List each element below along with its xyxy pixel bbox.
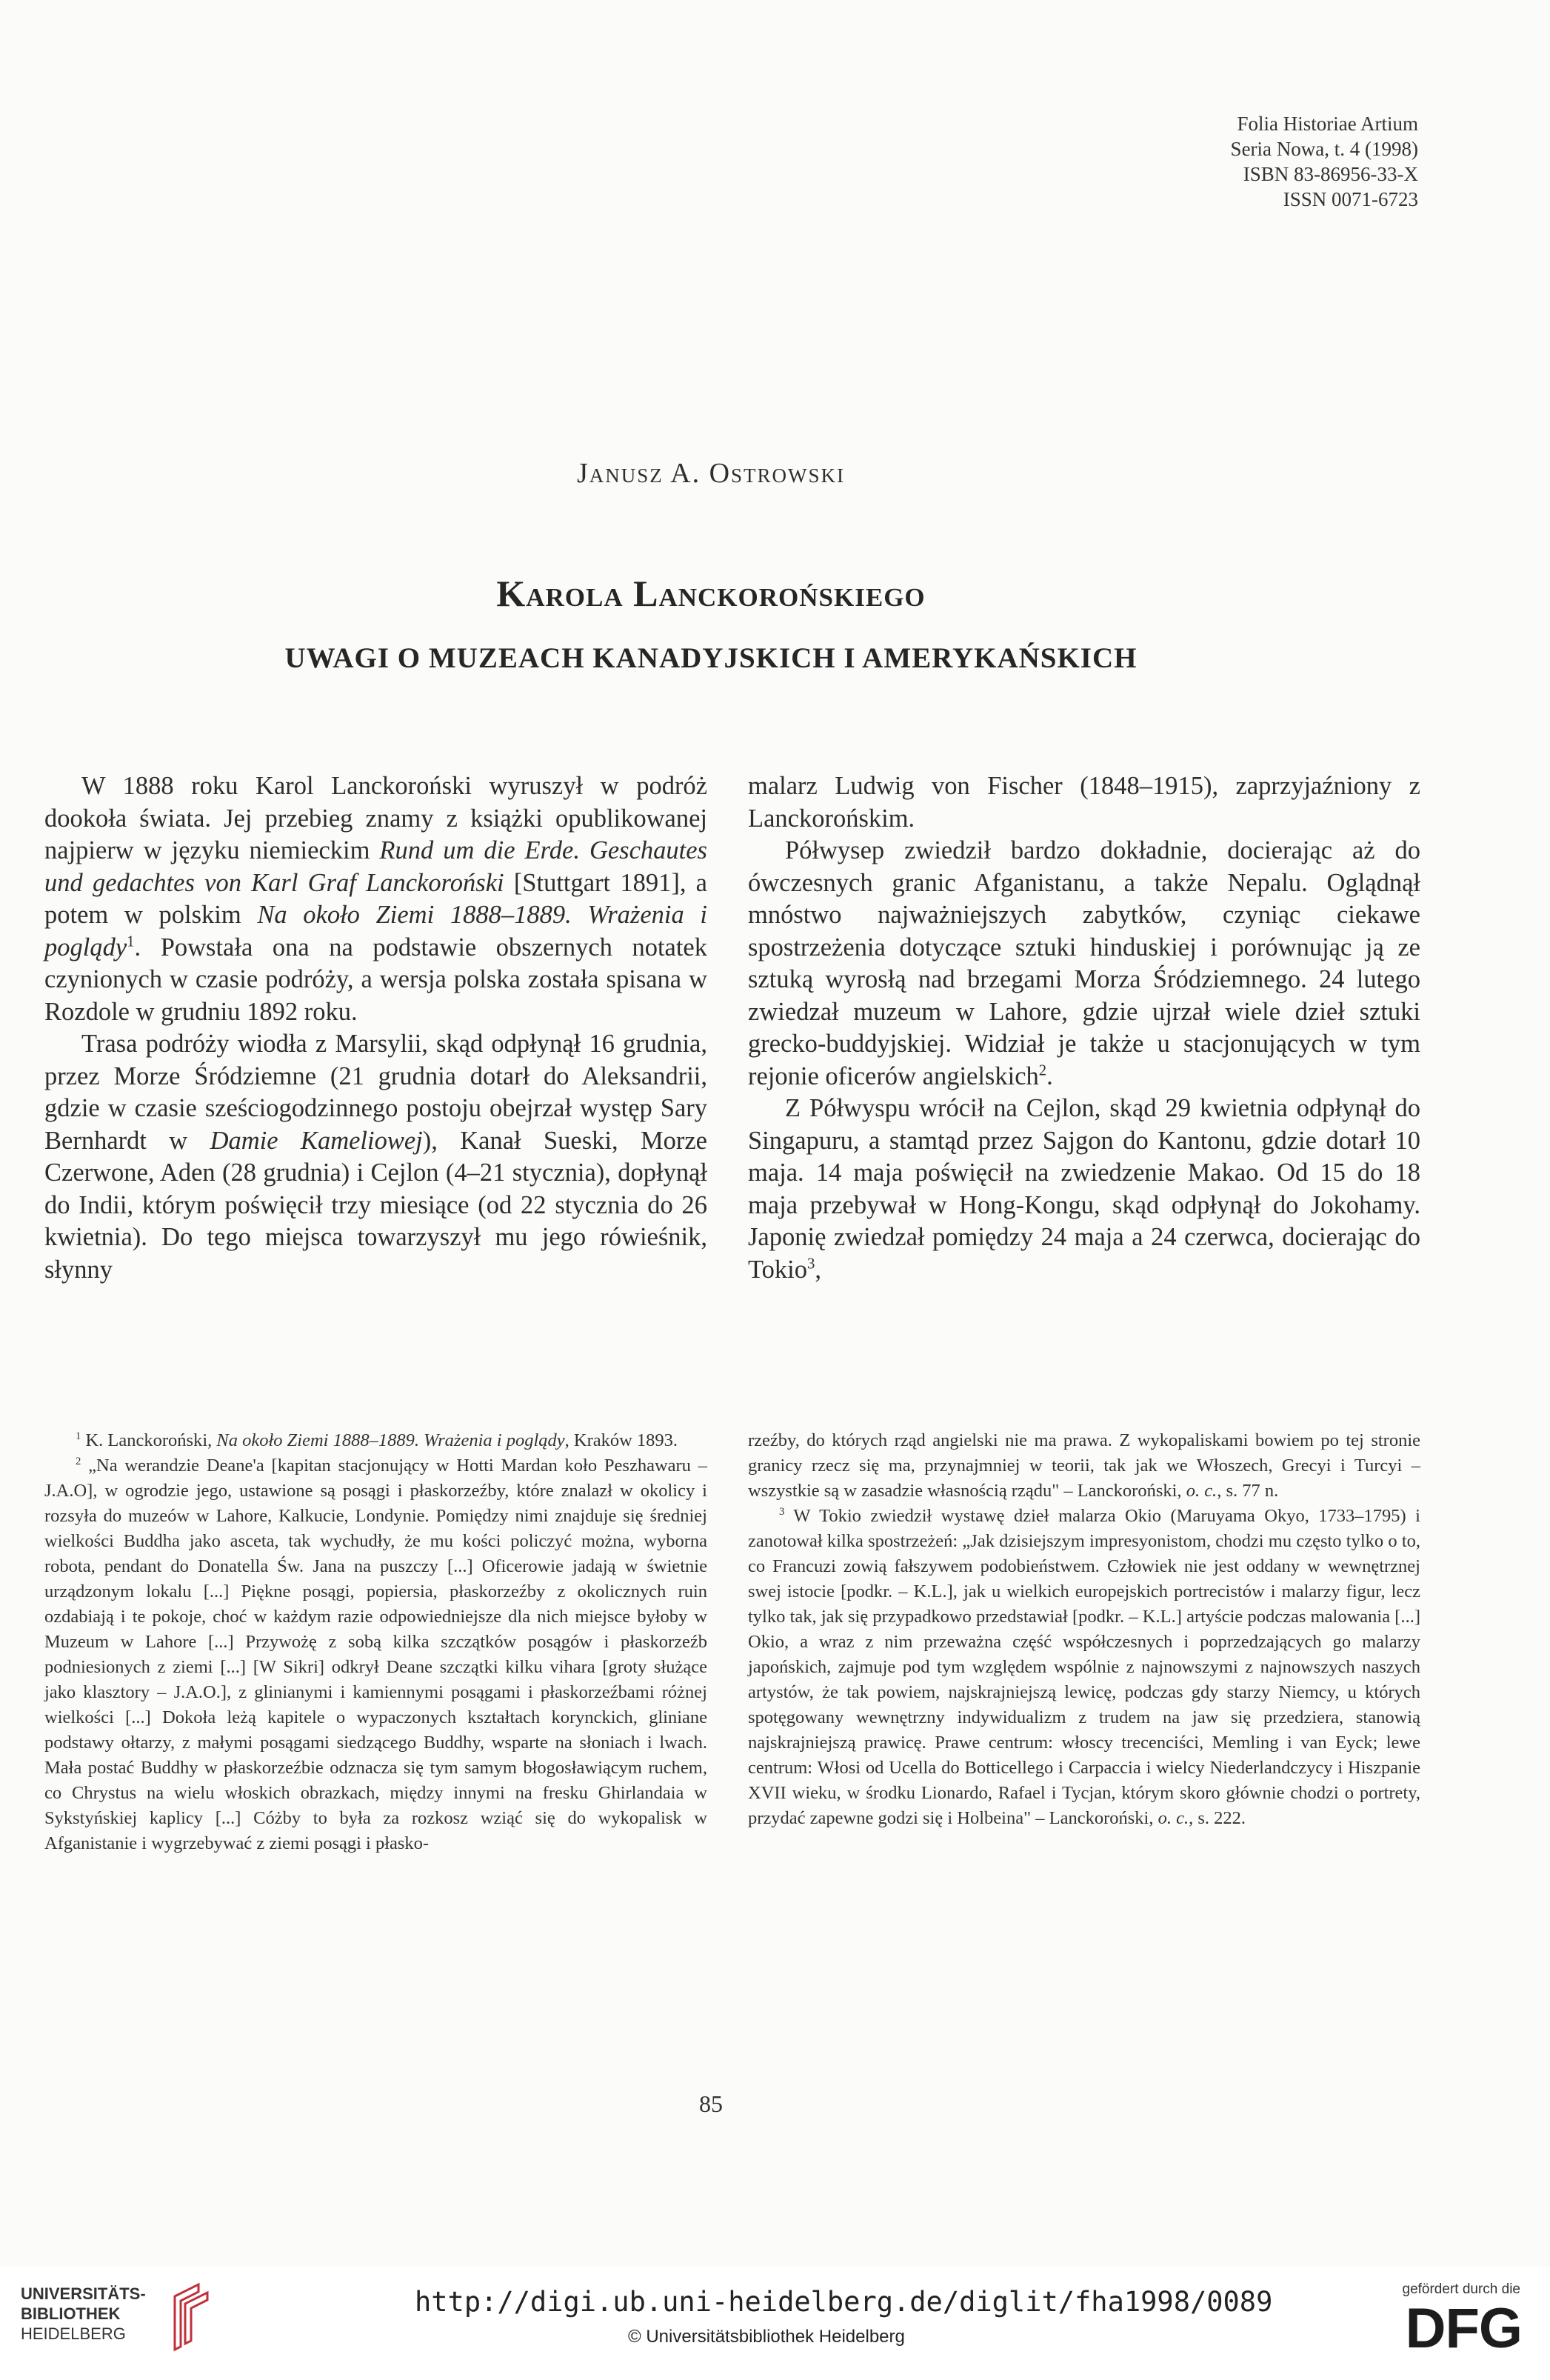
- footnote-ref: 1: [127, 933, 135, 950]
- paragraph: Z Półwyspu wrócił na Cejlon, skąd 29 kwietnia odpłynął do Singapuru, a stamtąd przez Sajgon do Kantonu, gdzie dotarł 10 maja. 14 maja poświęcił na zwiedzenie Makao. Od 15 do 18 maja przebywał w Hong-Kongu, skąd odpłynął do Jokohamy. Japonię zwiedzał pomiędzy 24 maja a 24 czerwca, docierając do Tokio$^3$,: [748, 1094, 1420, 1284]
- paragraph: Półwysep zwiedził bardzo dokładnie, docierając aż do ówczesnych granic Afganistanu, a także Nepalu. Oglądnął mnóstwo najważniejszych zabytków, czyniąc ciekawe spostrzeżenia dotyczące sztuki hinduskiej i porównując ją ze sztuką wyrosłą nad brzegami Morza Śródziemnego. 24 lutego zwiedzał muzeum w Lahore, gdzie ujrzał wiele dzieł sztuki grecko-buddyjskiej. Widział je także u stacjonujących w tym rejonie oficerów angielskich$^2$.: [748, 836, 1420, 1090]
- funding-note: gefördert durch die: [1402, 2281, 1520, 2297]
- article-subtitle: UWAGI O MUZEACH KANADYJSKICH I AMERYKAŃSKICH: [284, 642, 1138, 674]
- article-title: Karola Lanckorońskiego: [496, 573, 926, 614]
- library-mark-icon: [169, 2281, 213, 2352]
- digitization-footer: [0, 2267, 1550, 2380]
- source-url[interactable]: http://digi.ub.uni-heidelberg.de/diglit/fha1998/0089: [415, 2286, 1273, 2318]
- paragraph: malarz Ludwig von Fischer (1848–1915), zaprzyjaźniony z Lanckorońskim.: [748, 772, 1420, 833]
- paragraph: W 1888 roku Karol Lanckoroński wyruszył w podróż dookoła świata. Jej przebieg znamy z książki opublikowanej najpierw w języku niemieckim Rund um die Erde. Geschautes und gedachtes von Karl Graf Lanckoroński [Stuttgart 1891], a potem w polskim Na około Ziemi 1888–1889. Wrażenia i poglądy$^1$. Powstała ona na podstawie obszernych notatek czynionych w czasie podróży, a wersja polska została spisana w Rozdole w grudniu 1892 roku.: [44, 772, 707, 1026]
- copyright-notice: © Universitätsbibliothek Heidelberg: [628, 2327, 905, 2347]
- journal-series: Seria Nowa, t. 4 (1998): [1230, 138, 1418, 160]
- paragraph: Trasa podróży wiodła z Marsylii, skąd odpłynął 16 grudnia, przez Morze Śródziemne (21 grudnia dotarł do Aleksandrii, gdzie w czasie sześciogodzinnego postoju obejrzał występ Sary Bernhardt w Damie Kameliowej), Kanał Sueski, Morze Czerwone, Aden (28 grudnia) i Cejlon (4–21 stycznia), dopłynął do Indii, którym poświęcił trzy miesiące (od 22 stycznia do 26 kwietnia). Do tego miejsca towarzyszył mu jego rówieśnik, słynny: [44, 1030, 707, 1284]
- article-author: Janusz A. Ostrowski: [576, 458, 846, 489]
- journal-header: [1048, 111, 1418, 212]
- footnotes-left: [44, 1428, 707, 1856]
- footnote-2: $^2$ „Na werandzie Deane'a [kapitan stacjonujący w Hotti Mardan koło Peszhawaru – J.A.O], w ogrodzie jego, ustawione są posągi i płaskorzeźby, które znalazł w okolicy i rozsyła do muzeów w Lahore, Kalkucie, Londynie. Pomiędzy nimi znajduje się średniej wielkości Buddha jako asceta, tak wychudły, że mu kości policzyć można, wyborna robota, pendant do Donatella Św. Jana na puszczy [...] Oficerowie jadają w świetnie urządzonym lokalu [...] Piękne posągi, popiersia, płaskorzeźby z okolicznych ruin ozdabiają i te pokoje, choć w każdym razie odpowiedniejsze dla nich miejsce byłoby w Muzeum w Lahore [...] Przywożę z sobą kilka szczątków posągów i płaskorzeźb podniesionych z ziemi [...] [W Sikri] odkrył Deane szczątki kilku vihara [groty służące jako klasztory – J.A.O.], z glinianymi i kamiennymi posągami i płaskorzeźbami różnej wielkości [...] Dokoła leżą kapitele o wypaczonych kształtach korynckich, gliniane podstawy ołtarzy, z małymi posągami siedzącego Buddhy, wsparte na słoniach i lwach. Mała postać Buddhy w płaskorzeźbie odznacza się tym samym błogosławiącym ruchem, co Chrystus na wielu włoskich obrazkach, między innymi na fresku Ghirlandaia w Sykstyńskiej kaplicy [...] Cóżby to była za rozkosz wziąć się do wykopalisk w Afganistanie i wygrzebywać z ziemi posągi i płasko-: [44, 1455, 707, 1853]
- page-number: 85: [699, 2090, 723, 2117]
- library-logo: UNIVERSITÄTS- BIBLIOTHEK HEIDELBERG: [21, 2284, 146, 2343]
- journal-title: Folia Historiae Artium: [1237, 113, 1418, 135]
- footnote-ref: 3: [807, 1256, 815, 1272]
- footnote-2-continued: rzeźby, do których rząd angielski nie ma prawa. Z wykopaliskami bowiem po tej stronie granicy rzecz się ma, przynajmniej w teorii, tak jak we Włoszech, Grecyi i Turcyi – wszystkie są w zasadzie własnością rządu" – Lanckoroński, o. c., s. 77 n.: [748, 1430, 1420, 1501]
- footnote-3: $^3$ W Tokio zwiedził wystawę dzieł malarza Okio (Maruyama Okyo, 1733–1795) i zanotował kilka spostrzeżeń: „Jak dzisiejszym impresyonistom, chodzi mu często tylko o to, co Francuzi zowią fałszywem podobieństwem. Człowiek nie jest oddany w wewnętrznej swej istocie [podkr. – K.L.], jak u wielkich europejskich portrecistów i malarzy figur, lecz tylko tak, jak się przypadkowo przedstawiał [podkr. – K.L.] artyście podczas malowania [...] Okio, a wraz z nim przeważna część współczesnych i poprzedzających go malarzy japońskich, zajmuje pod tym względem wspólnie z najnowszymi z najnowszych naszych artystów, że tak powiem, najskrajniejszą lewicę, podczas gdy starzy Niemcy, u których spotęgowany wewnętrzny indywidualizm z trudem na jaw się przedziera, stanowią najskrajniejszą prawicę. Prawe centrum: włoscy trecenciści, Memling i van Eyck; lewe centrum: Włosi od Ucella do Botticellego i Carpaccia i wielcy Niederlandczycy i Hiszpanie XVII wieku, w środku Lionardo, Rafael i Tycjan, którym skoro głównie chodzi o portrety, przydać zapewne godzi się i Holbeina" – Lanckoroński, o. c., s. 222.: [748, 1505, 1420, 1828]
- footnote-1: $^1$ K. Lanckoroński, Na około Ziemi 1888–1889. Wrażenia i poglądy, Kraków 1893.: [76, 1430, 678, 1450]
- journal-issn: ISSN 0071-6723: [1283, 188, 1418, 210]
- body-column-left: [44, 770, 707, 1286]
- footnote-ref: 2: [1038, 1062, 1047, 1079]
- journal-isbn: ISBN 83-86956-33-X: [1243, 163, 1418, 185]
- dfg-logo: DFG: [1405, 2297, 1522, 2360]
- body-column-right: [748, 770, 1420, 1286]
- footnotes-right: [748, 1428, 1420, 1831]
